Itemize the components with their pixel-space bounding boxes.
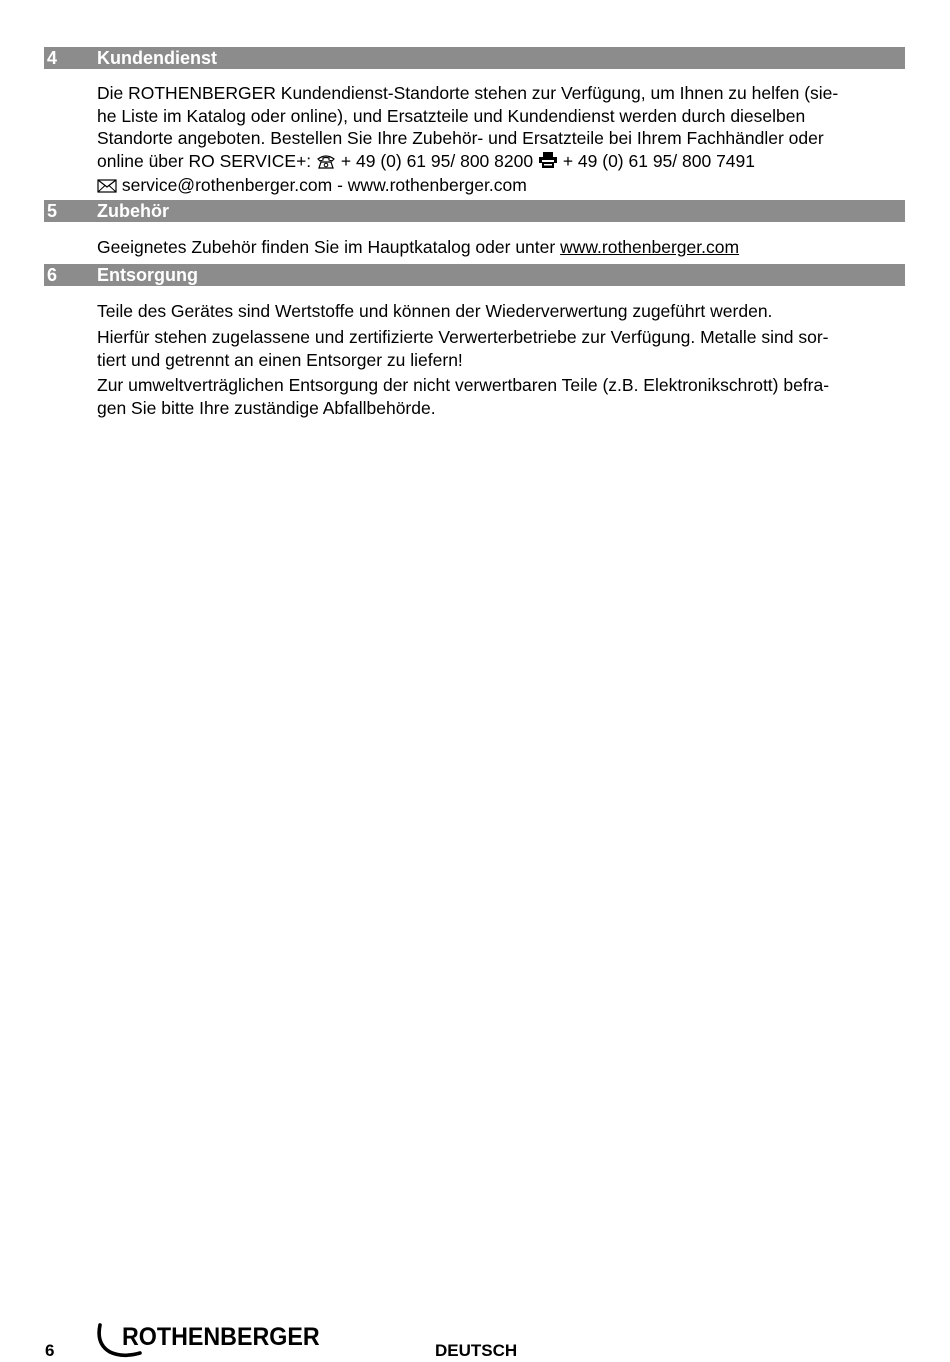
text-line: Standorte angeboten. Bestellen Sie Ihre Zubehör- und Ersatzteile bei Ihrem Fachhändler oder (97, 128, 824, 148)
kundendienst-paragraph (97, 82, 897, 199)
contact-line (97, 150, 897, 175)
section-number: 5 (47, 201, 58, 221)
phone-number: + 49 (0) 61 95/ 800 8200 (340, 150, 534, 171)
entsorgung-paragraph-2 (97, 326, 897, 371)
section-title: Entsorgung (97, 265, 198, 285)
text-line: Die ROTHENBERGER Kundendienst-Standorte stehen zur Verfügung, um Ihnen zu helfen (sie- (97, 83, 839, 103)
text-line: tiert und getrennt an einen Entsorger zu liefern! (97, 349, 463, 370)
text-line: gen Sie bitte Ihre zuständige Abfallbehörde. (97, 397, 436, 418)
fax-icon (538, 151, 558, 175)
logo-wordmark: ROTHENBERGER (122, 1323, 320, 1351)
email-address[interactable]: service@rothenberger.com (121, 175, 333, 195)
text-line: Hierfür stehen zugelassene und zertifizierte Verwerterbetriebe zur Verfügung. Metalle sind sor- (97, 327, 829, 347)
section-header-zubehoer (44, 200, 905, 222)
section-number: 6 (47, 265, 58, 285)
section-title: Zubehör (97, 201, 169, 221)
language-label: DEUTSCH (435, 1341, 518, 1360)
website-link[interactable]: www.rothenberger.com (560, 237, 740, 257)
text-line: he Liste im Katalog oder online), und Ersatzteile und Kundendienst werden durch dieselben (97, 105, 806, 126)
zubehoer-text: Geeignetes Zubehör finden Sie im Hauptkatalog oder unter (97, 237, 561, 257)
website-text[interactable]: www.rothenberger.com (347, 175, 527, 195)
entsorgung-paragraph-3 (97, 374, 897, 419)
rothenberger-logo (96, 1322, 348, 1358)
page-number: 6 (45, 1341, 55, 1360)
section-number: 4 (47, 48, 58, 68)
section-title: Kundendienst (97, 48, 217, 68)
text-line: Teile des Gerätes sind Wertstoffe und können der Wiederverwertung zugeführt werden. (97, 301, 773, 321)
text-line: Zur umweltverträglichen Entsorgung der nicht verwertbaren Teile (z.B. Elektronikschrott) befra- (97, 375, 830, 395)
section-header-kundendienst (44, 47, 905, 69)
entsorgung-paragraph-1 (97, 300, 897, 323)
fax-number: + 49 (0) 61 95/ 800 7491 (562, 150, 755, 171)
text-line (97, 236, 897, 259)
text-line-prefix: online über RO SERVICE+: (97, 150, 317, 171)
email-line (97, 174, 897, 199)
envelope-icon (97, 176, 117, 199)
telephone-icon (316, 152, 336, 175)
section-header-entsorgung (44, 264, 905, 286)
separator: - (332, 175, 348, 195)
zubehoer-paragraph (97, 236, 897, 259)
